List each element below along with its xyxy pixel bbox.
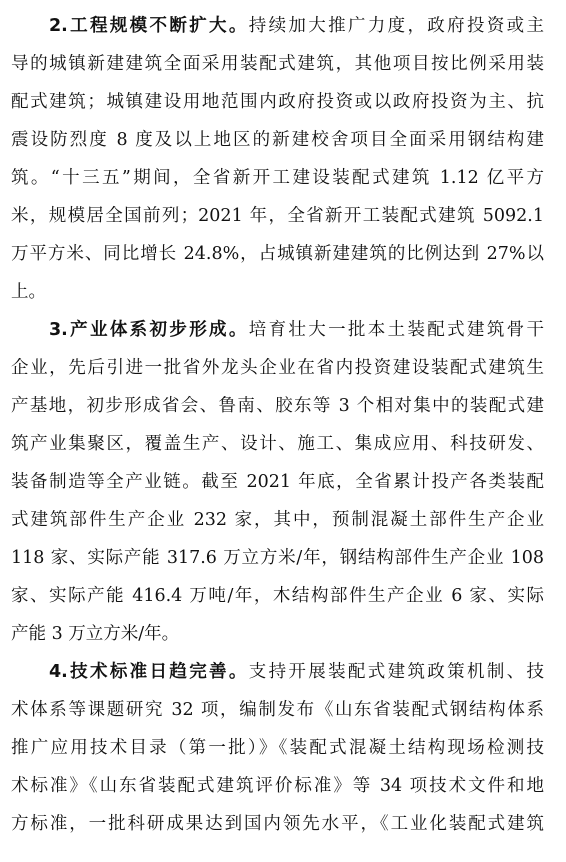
paragraph-line: 术标准》《山东省装配式建筑评价标准》等 34 项技术文件和地 [11, 776, 544, 796]
section-heading: 2.工程规模不断扩大。 [49, 16, 249, 36]
paragraph-line: 筑。“十三五”期间，全省新开工建设装配式建筑 1.12 亿平方 [11, 168, 544, 188]
paragraph-line: 筑产业集聚区，覆盖生产、设计、施工、集成应用、科技研发、 [11, 434, 544, 454]
paragraph-line: 产能 3 万立方米/年。 [11, 624, 180, 644]
section-heading: 3.产业体系初步形成。 [49, 320, 249, 340]
paragraph-line [49, 317, 544, 343]
paragraph-line: 产基地，初步形成省会、鲁南、胶东等 3 个相对集中的装配式建 [11, 396, 544, 416]
paragraph-line: 家、实际产能 416.4 万吨/年，木结构部件生产企业 6 家、实际 [11, 586, 544, 606]
paragraph-line: 震设防烈度 8 度及以上地区的新建校舍项目全面采用钢结构建 [11, 130, 544, 150]
paragraph-line: 式建筑部件生产企业 232 家，其中，预制混凝土部件生产企业 [11, 510, 544, 530]
paragraph-line: 配式建筑；城镇建设用地范围内政府投资或以政府投资为主、抗 [11, 92, 544, 112]
paragraph-line: 术体系等课题研究 32 项，编制发布《山东省装配式钢结构体系 [11, 700, 544, 720]
paragraph-line: 米，规模居全国前列；2021 年，全省新开工装配式建筑 5092.1 [11, 206, 544, 226]
section-heading: 4.技术标准日趋完善。 [49, 662, 249, 682]
paragraph-line: 上。 [11, 282, 46, 302]
paragraph-text: 持续加大推广力度，政府投资或主 [248, 16, 545, 36]
paragraph-text: 支持开展装配式建筑政策机制、技 [248, 662, 545, 682]
paragraph-line: 推广应用技术目录（第一批）》《装配式混凝土结构现场检测技 [11, 738, 544, 758]
paragraph-line: 万平方米、同比增长 24.8%，占城镇新建建筑的比例达到 27%以 [11, 244, 544, 264]
paragraph-line: 118 家、实际产能 317.6 万立方米/年，钢结构部件生产企业 108 [11, 548, 544, 568]
paragraph-line: 装备制造等全产业链。截至 2021 年底，全省累计投产各类装配 [11, 472, 544, 492]
paragraph-line [49, 659, 544, 685]
paragraph-line [49, 13, 544, 39]
paragraph-line: 企业，先后引进一批省外龙头企业在省内投资建设装配式建筑生 [11, 358, 544, 378]
paragraph-text: 培育壮大一批本土装配式建筑骨干 [248, 320, 545, 340]
paragraph-line: 方标准，一批科研成果达到国内领先水平，《工业化装配式建筑 [11, 814, 544, 834]
paragraph-line: 导的城镇新建建筑全面采用装配式建筑，其他项目按比例采用装 [11, 54, 544, 74]
